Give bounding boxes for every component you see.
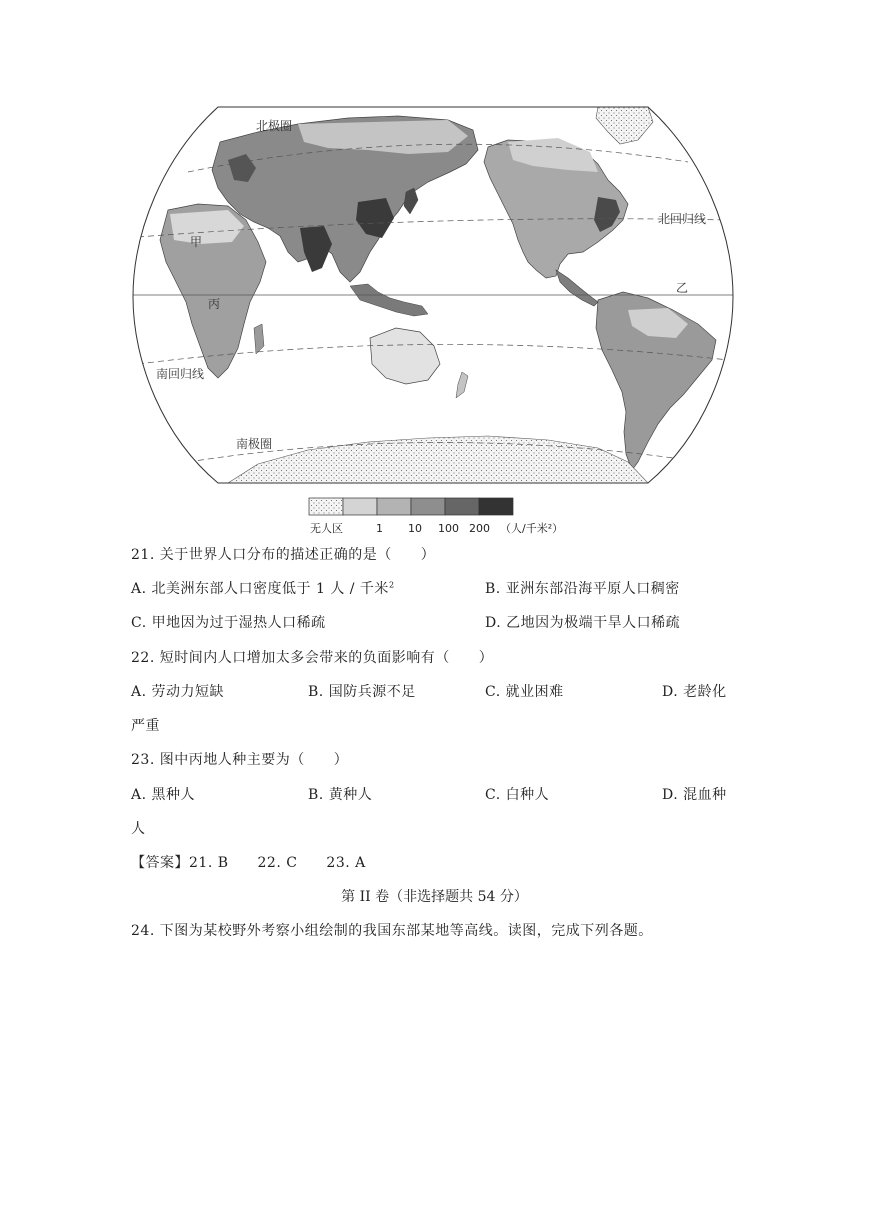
q22-option-a: A. 劳动力短缺 — [131, 684, 225, 700]
q23-option-d: D. 混血种 — [662, 787, 727, 803]
q21-option-a-text: A. 北美洲东部人口密度低于 1 人 / 千米 — [131, 581, 389, 597]
label-bing: 丙 — [208, 297, 221, 311]
q23-option-b: B. 黄种人 — [308, 787, 373, 803]
legend-swatch-none — [309, 498, 343, 515]
q22-option-d: D. 老龄化 — [662, 684, 727, 700]
q22-option-c: C. 就业困难 — [485, 684, 564, 700]
label-arctic-circle: 北极圈 — [256, 119, 293, 133]
q23-stem: 23. 图中丙地人种主要为（ ） — [131, 752, 349, 768]
label-jia: 甲 — [190, 235, 203, 249]
section-title: 第 II 卷（非选择题共 54 分） — [341, 889, 528, 905]
q24-stem: 24. 下图为某校野外考察小组绘制的我国东部某地等高线。读图，完成下列各题。 — [131, 923, 653, 939]
q23-option-d-continued: 人 — [131, 821, 146, 837]
sahara-sparse — [170, 210, 244, 244]
legend-swatch-3 — [411, 498, 445, 515]
world-population-map — [128, 102, 738, 538]
legend-swatch-1 — [343, 498, 377, 515]
label-antarctic-circle: 南极圈 — [236, 437, 273, 451]
q22-option-d-continued: 严重 — [131, 718, 160, 734]
legend-label-100: 100 — [438, 522, 459, 535]
q23-option-c: C. 白种人 — [485, 787, 550, 803]
legend-label-none: 无人区 — [310, 522, 343, 535]
q21-stem: 21. 关于世界人口分布的描述正确的是（ ） — [131, 547, 436, 563]
legend-label-10: 10 — [408, 522, 422, 535]
map-legend — [309, 498, 563, 535]
q21-option-c: C. 甲地因为过于湿热人口稀疏 — [131, 615, 326, 631]
legend-swatch-4 — [445, 498, 479, 515]
q22-option-b: B. 国防兵源不足 — [308, 684, 416, 700]
answer-line: 【答案】21. B 22. C 23. A — [131, 855, 366, 871]
legend-swatch-2 — [377, 498, 411, 515]
q22-stem: 22. 短时间内人口增加太多会带来的负面影响有（ ） — [131, 650, 494, 666]
legend-label-200: 200 — [469, 522, 490, 535]
legend-unit: （人/千米²） — [500, 522, 564, 535]
legend-label-1: 1 — [376, 522, 383, 535]
legend-swatch-5 — [479, 498, 513, 515]
q21-option-a — [131, 578, 395, 598]
label-tropic-capricorn: 南回归线 — [156, 367, 205, 381]
map-content — [128, 102, 738, 538]
q23-option-a: A. 黑种人 — [131, 787, 196, 803]
label-yi: 乙 — [676, 281, 689, 295]
q21-option-a-sup: 2 — [388, 580, 395, 590]
map-figure — [128, 102, 738, 538]
label-tropic-cancer: 北回归线 — [658, 212, 707, 226]
q21-option-d: D. 乙地因为极端干旱人口稀疏 — [485, 615, 681, 631]
q21-option-b: B. 亚洲东部沿海平原人口稠密 — [485, 581, 680, 597]
